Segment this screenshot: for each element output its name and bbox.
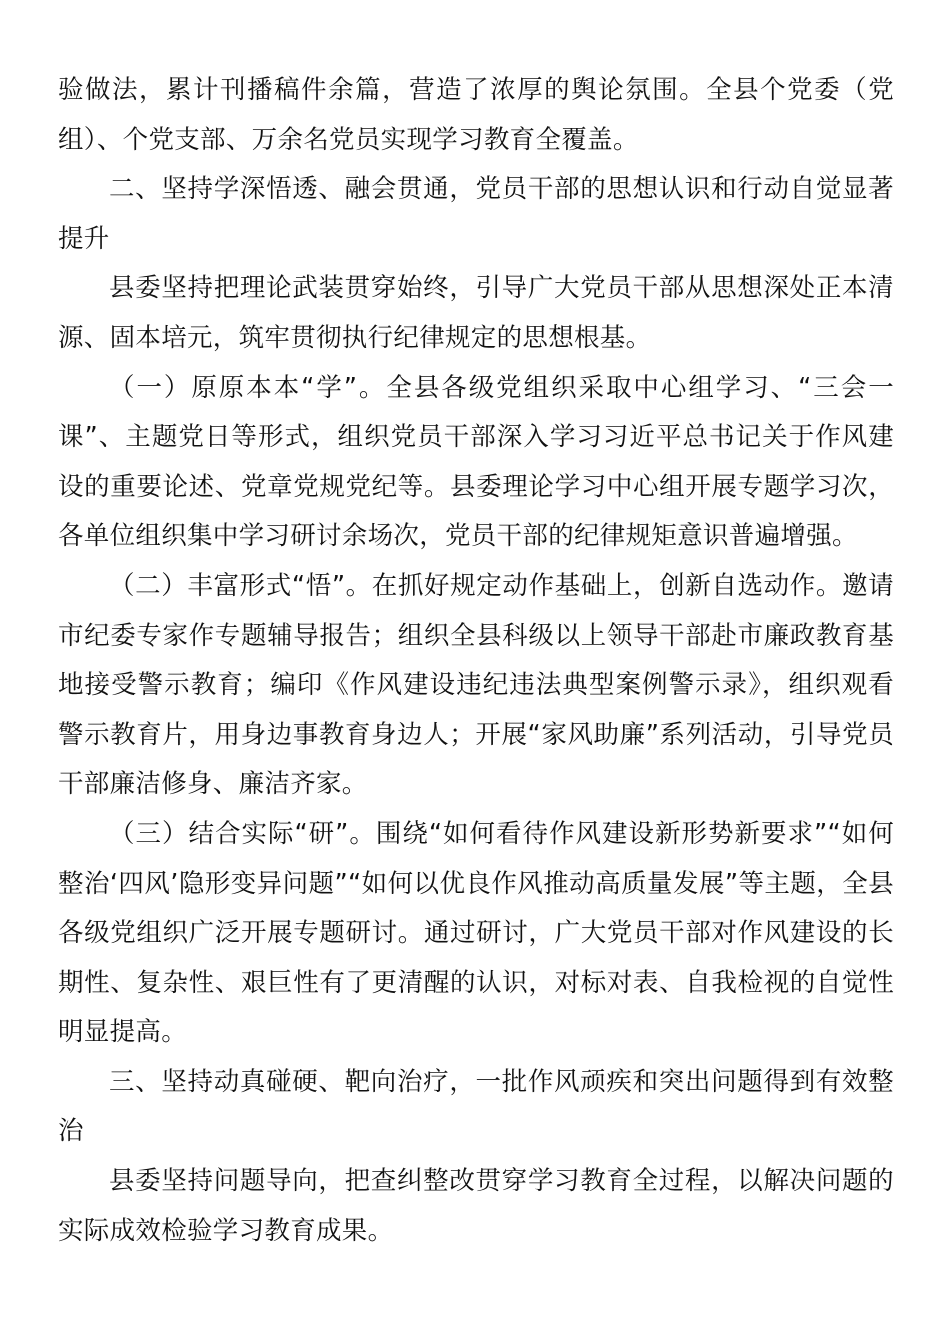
section-heading-three: 三、坚持动真碰硬、靶向治疗，一批作风顽疾和突出问题得到有效整治 <box>58 1066 894 1147</box>
paragraph-intro-three: 县委坚持问题导向，把查纠整改贯穿学习教育全过程，以解决问题的实际成效检验学习教育成果。 <box>58 1166 894 1246</box>
paragraph-continuation: 验做法，累计刊播稿件余篇，营造了浓厚的舆论氛围。全县个党委（党组）、个党支部、万余名党员实现学习教育全覆盖。 <box>58 75 894 155</box>
paragraph-intro-two: 县委坚持把理论武装贯穿始终，引导广大党员干部从思想深处正本清源、固本培元，筑牢贯彻执行纪律规定的思想根基。 <box>58 273 894 353</box>
section-heading-two: 二、坚持学深悟透、融会贯通，党员干部的思想认识和行动自觉显著提升 <box>58 174 894 254</box>
paragraph-study: （一）原原本本“学”。全县各级党组织采取中心组学习、“三会一课”、主题党日等形式，组织党员干部深入学习习近平总书记关于作风建设的重要论述、党章党规党纪等。县委理论学习中心组开展专题学习次，各单位组织集中学习研讨余场次，党员干部的纪律规矩意识普遍增强。 <box>58 372 894 552</box>
paragraph-research: （三）结合实际“研”。围绕“如何看待作风建设新形势新要求”“如何整治‘四风’隐形变异问题”“如何以优良作风推动高质量发展”等主题，全县各级党组织广泛开展专题研讨。通过研讨，广大党员干部对作风建设的长期性、复杂性、艰巨性有了更清醒的认识，对标对表、自我检视的自觉性明显提高。 <box>58 818 894 1048</box>
document-body <box>58 66 894 1256</box>
paragraph-understand: （二）丰富形式“悟”。在抓好规定动作基础上，创新自选动作。邀请市纪委专家作专题辅导报告；组织全县科级以上领导干部赴市廉政教育基地接受警示教育；编印《作风建设违纪违法典型案例警示录》，组织观看警示教育片，用身边事教育身边人；开展“家风助廉”系列活动，引导党员干部廉洁修身、廉洁齐家。 <box>58 570 894 800</box>
